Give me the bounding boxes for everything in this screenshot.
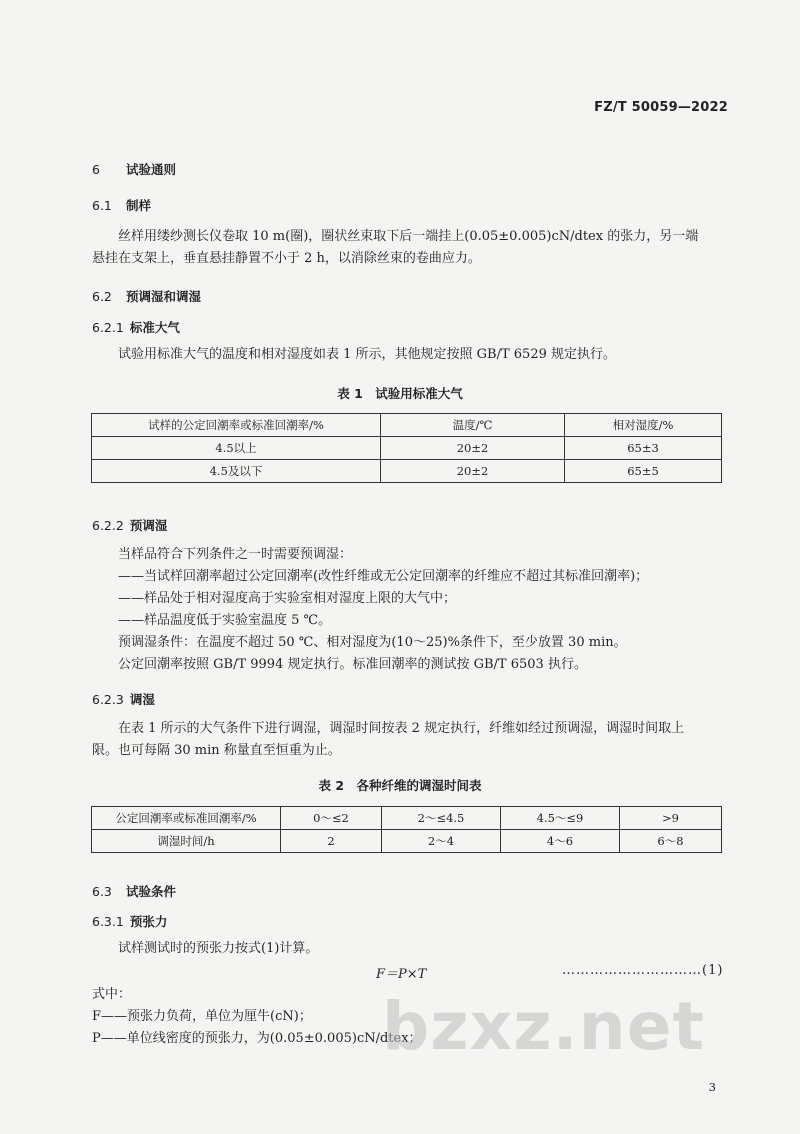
table-header-cell: 2～≤4.5 xyxy=(382,807,501,830)
section-6-3-heading xyxy=(92,882,176,900)
section-title: 标准大气 xyxy=(129,320,180,335)
table-1-caption: 表 1 试验用标准大气 xyxy=(337,386,463,401)
section-title: 调湿 xyxy=(129,692,155,707)
table-cell: 4.5及以下 xyxy=(92,460,381,483)
table-cell: 2～4 xyxy=(382,830,501,853)
equation-number: …………………………(1) xyxy=(562,963,724,978)
table-cell: 6～8 xyxy=(620,830,722,853)
list-item: ——样品温度低于实验室温度 5 ℃。 xyxy=(118,613,332,628)
table-header-cell: 温度/℃ xyxy=(381,414,565,437)
table-header-cell: 0～≤2 xyxy=(281,807,382,830)
table-cell: 2 xyxy=(281,830,382,853)
table-cell: 20±2 xyxy=(381,460,565,483)
table-cell: 65±3 xyxy=(565,437,722,460)
section-number: 6.2.3 xyxy=(92,692,124,707)
formula: F＝P×T xyxy=(376,967,427,982)
table-row xyxy=(92,460,722,483)
paragraph: 公定回潮率按照 GB/T 9994 规定执行。标准回潮率的测试按 GB/T 6503 执行。 xyxy=(118,657,587,672)
section-6-heading xyxy=(92,160,176,178)
table-header-cell: >9 xyxy=(620,807,722,830)
section-number: 6.2.1 xyxy=(92,320,124,335)
section-number: 6.1 xyxy=(92,198,112,213)
table-row xyxy=(92,830,722,853)
section-title: 预调湿 xyxy=(129,518,168,533)
table-cell: 20±2 xyxy=(381,437,565,460)
section-6-2-heading xyxy=(92,287,201,305)
standard-code: FZ/T 50059—2022 xyxy=(594,100,728,115)
watermark: bzxz.net xyxy=(382,988,706,1065)
table-cell: 65±5 xyxy=(565,460,722,483)
section-number: 6.3.1 xyxy=(92,914,124,929)
table-cell: 调湿时间/h xyxy=(92,830,281,853)
paragraph: 预调湿条件：在温度不超过 50 ℃、相对湿度为(10～25)%条件下，至少放置 30 min。 xyxy=(118,635,627,650)
section-title: 试验条件 xyxy=(126,884,177,899)
section-title: 试验通则 xyxy=(126,162,177,177)
paragraph: 丝样用缕纱测长仪卷取 10 m(圈)，圈状丝束取下后一端挂上(0.05±0.005)cN/dtex 的张力，另一端 xyxy=(118,229,699,244)
table-1 xyxy=(91,413,722,483)
paragraph: 试样测试时的预张力按式(1)计算。 xyxy=(118,941,319,956)
table-cell: 4～6 xyxy=(501,830,620,853)
table-2 xyxy=(91,806,722,853)
table-2-caption: 表 2 各种纤维的调湿时间表 xyxy=(318,778,482,793)
list-item: ——当试样回潮率超过公定回潮率(改性纤维或无公定回潮率的纤维应不超过其标准回潮率)； xyxy=(118,569,649,584)
table-header-cell: 试样的公定回潮率或标准回潮率/% xyxy=(92,414,381,437)
section-number: 6 xyxy=(92,162,100,177)
section-6-2-3-heading xyxy=(92,690,155,708)
section-title: 预调湿和调湿 xyxy=(126,289,202,304)
page-number: 3 xyxy=(708,1080,716,1094)
list-item: ——样品处于相对湿度高于实验室相对湿度上限的大气中； xyxy=(118,591,457,606)
section-6-2-2-heading xyxy=(92,516,167,534)
table-cell: 4.5以上 xyxy=(92,437,381,460)
table-header-row xyxy=(92,414,722,437)
section-6-3-1-heading xyxy=(92,912,167,930)
section-number: 6.2 xyxy=(92,289,112,304)
section-number: 6.3 xyxy=(92,884,112,899)
section-6-2-1-heading xyxy=(92,318,180,336)
where-label: 式中： xyxy=(92,987,132,1002)
paragraph: 试验用标准大气的温度和相对湿度如表 1 所示，其他规定按照 GB/T 6529 规定执行。 xyxy=(118,347,617,362)
definition-item: F——预张力负荷，单位为厘牛(cN)； xyxy=(92,1009,312,1024)
paragraph: 在表 1 所示的大气条件下进行调湿，调湿时间按表 2 规定执行，纤维如经过预调湿，调湿时间取上 xyxy=(118,721,685,736)
table-header-cell: 4.5～≤9 xyxy=(501,807,620,830)
table-header-row xyxy=(92,807,722,830)
section-title: 预张力 xyxy=(129,914,168,929)
paragraph: 悬挂在支架上，垂直悬挂静置不小于 2 h，以消除丝束的卷曲应力。 xyxy=(92,251,481,266)
table-header-cell: 公定回潮率或标准回潮率/% xyxy=(92,807,281,830)
paragraph: 限。也可每隔 30 min 称量直至恒重为止。 xyxy=(92,743,341,758)
table-row xyxy=(92,437,722,460)
section-number: 6.2.2 xyxy=(92,518,124,533)
section-6-1-heading xyxy=(92,196,151,214)
definition-item: P——单位线密度的预张力，为(0.05±0.005)cN/dtex； xyxy=(92,1031,422,1046)
section-title: 制样 xyxy=(126,198,152,213)
table-header-cell: 相对湿度/% xyxy=(565,414,722,437)
paragraph: 当样品符合下列条件之一时需要预调湿： xyxy=(118,547,353,562)
